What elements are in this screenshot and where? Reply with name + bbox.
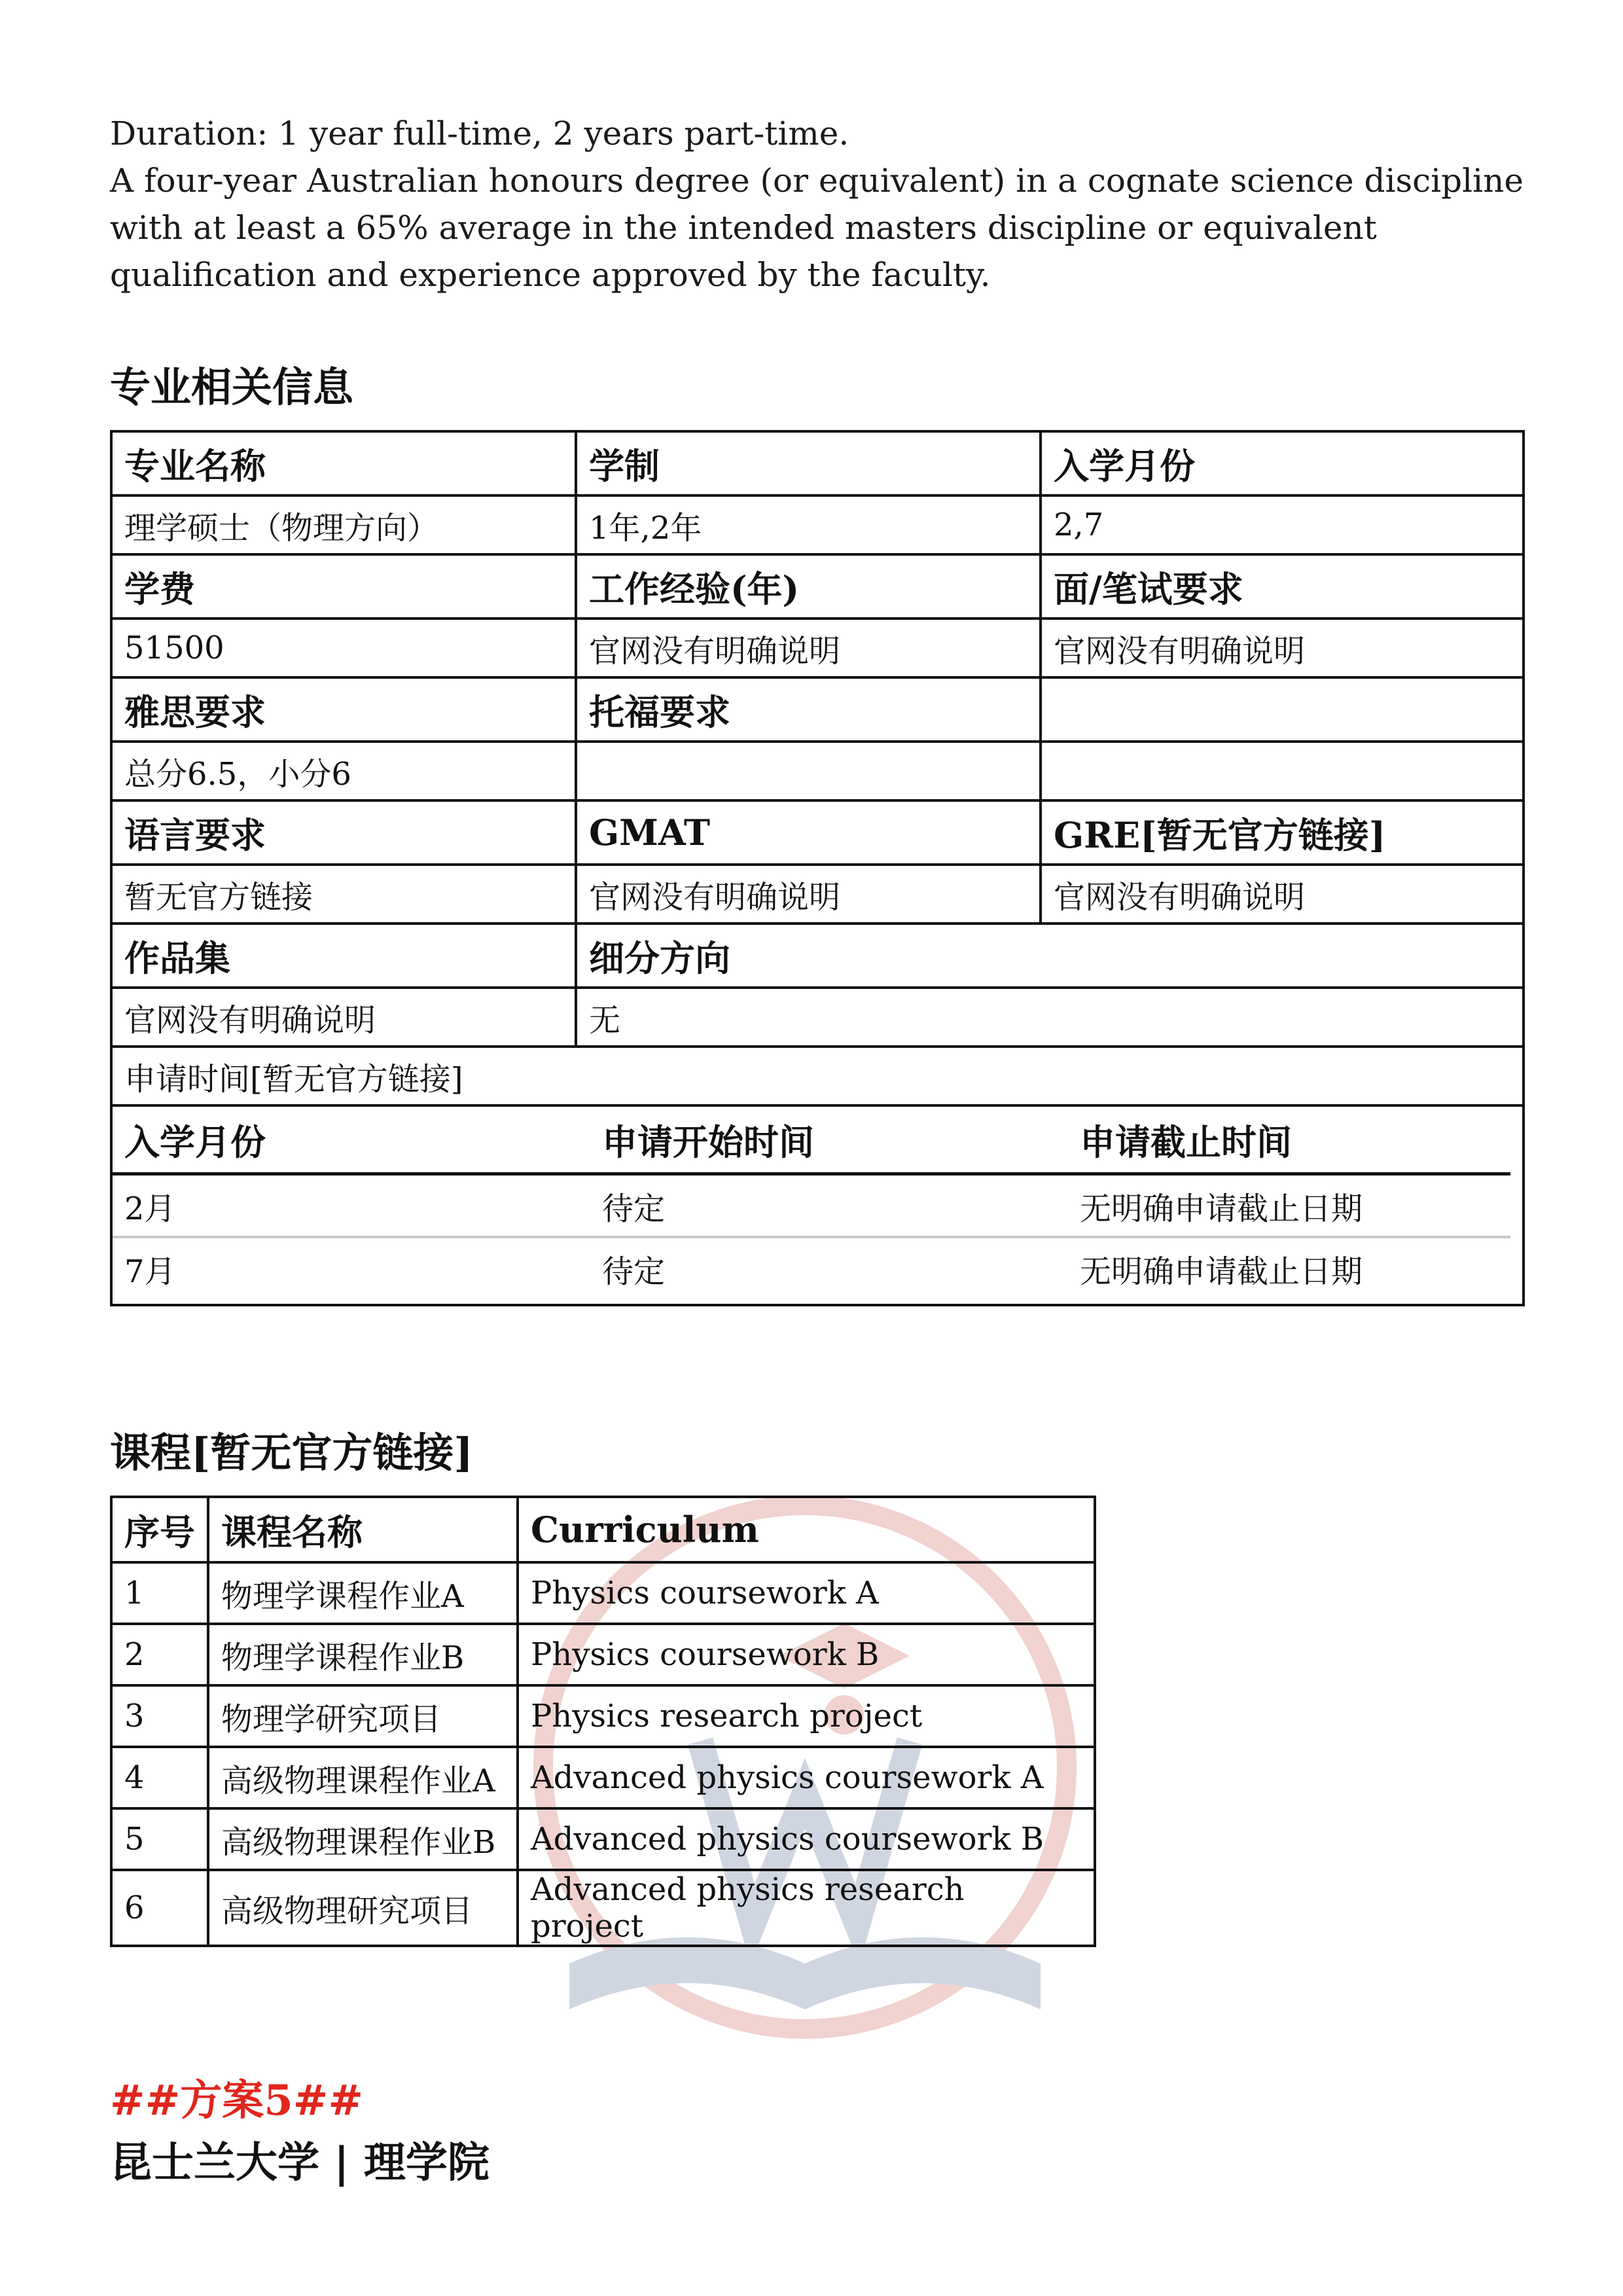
curriculum-cell: Advanced physics coursework B: [518, 1808, 1095, 1870]
table-row: [111, 742, 1524, 800]
table-row: [111, 988, 1524, 1047]
table-row: [111, 924, 1524, 988]
index-cell: 1: [111, 1562, 208, 1624]
course-table: [110, 1496, 1096, 1947]
info-section-title: 专业相关信息: [110, 363, 354, 411]
portfolio-value: 官网没有明确说明: [111, 988, 576, 1047]
curriculum-header: Curriculum: [518, 1497, 1095, 1562]
index-cell: 4: [111, 1747, 208, 1808]
portfolio-label: 作品集: [111, 924, 576, 988]
table-row: [111, 1047, 1524, 1105]
dates-cell: [111, 1105, 1524, 1305]
table-row: [111, 677, 1524, 742]
direction-value: 无: [576, 988, 1524, 1047]
dates-row: [113, 1237, 1510, 1299]
ielts-label: 雅思要求: [111, 677, 576, 742]
tuition-label: 学费: [111, 554, 576, 619]
course-name-cell: 物理学课程作业B: [208, 1624, 518, 1685]
table-row: [111, 1562, 1095, 1624]
table-row: [111, 800, 1524, 865]
empty-cell: [1041, 742, 1524, 800]
curriculum-cell: Advanced physics research project: [518, 1870, 1095, 1946]
empty-cell: [1041, 677, 1524, 742]
toefl-label: 托福要求: [576, 677, 1041, 742]
intro-block: [110, 110, 1537, 298]
intake-month-cell: 7月: [124, 1253, 176, 1290]
dates-row: [113, 1174, 1510, 1238]
index-cell: 6: [111, 1870, 208, 1946]
course-name-cell: 高级物理研究项目: [208, 1870, 518, 1946]
table-row: [111, 495, 1524, 554]
dates-header-row: [113, 1107, 1510, 1174]
length-label: 学制: [576, 431, 1041, 495]
course-name-header: 课程名称: [208, 1497, 518, 1562]
intake-value: 2,7: [1041, 495, 1524, 554]
table-row: [111, 431, 1524, 495]
curriculum-cell: Physics coursework B: [518, 1624, 1095, 1685]
curriculum-cell: Physics research project: [518, 1685, 1095, 1747]
apply-time-label: 申请时间[暂无官方链接]: [111, 1047, 1524, 1105]
start-time-header: 申请开始时间: [590, 1107, 1068, 1174]
index-header: 序号: [111, 1497, 208, 1562]
gre-label: GRE[暂无官方链接]: [1041, 800, 1524, 865]
interview-label: 面/笔试要求: [1041, 554, 1524, 619]
table-row: [111, 619, 1524, 677]
course-name-cell: 物理学研究项目: [208, 1685, 518, 1747]
course-section-title: 课程[暂无官方链接]: [110, 1429, 473, 1477]
table-row: [111, 554, 1524, 619]
intake-label: 入学月份: [1041, 431, 1524, 495]
curriculum-cell: Advanced physics coursework A: [518, 1747, 1095, 1808]
course-name-cell: 物理学课程作业A: [208, 1562, 518, 1624]
curriculum-cell: Physics coursework A: [518, 1562, 1095, 1624]
index-cell: 3: [111, 1685, 208, 1747]
major-label: 专业名称: [111, 431, 576, 495]
work-label: 工作经验(年): [576, 554, 1041, 619]
direction-label: 细分方向: [576, 924, 1524, 988]
intake-month-cell: 2月: [113, 1174, 590, 1238]
interview-value: 官网没有明确说明: [1041, 619, 1524, 677]
deadline-cell: 无明确申请截止日期: [1068, 1174, 1510, 1238]
table-row: [111, 1624, 1095, 1685]
deadline-cell: 无明确申请截止日期: [1080, 1253, 1363, 1290]
plan-heading: ##方案5##: [110, 2076, 364, 2125]
start-time-cell: 待定: [602, 1253, 666, 1290]
language-value: 暂无官方链接: [111, 865, 576, 924]
course-header-row: [111, 1497, 1095, 1562]
course-name-cell: 高级物理课程作业B: [208, 1808, 518, 1870]
table-row: [111, 1105, 1524, 1305]
major-value: 理学硕士（物理方向）: [111, 495, 576, 554]
gre-value: 官网没有明确说明: [1041, 865, 1524, 924]
length-value: 1年,2年: [576, 495, 1041, 554]
intake-month-header: 入学月份: [113, 1107, 590, 1174]
start-time-cell: 待定: [590, 1174, 1068, 1238]
table-row: [111, 1685, 1095, 1747]
deadline-header: 申请截止时间: [1068, 1107, 1510, 1174]
course-name-cell: 高级物理课程作业A: [208, 1747, 518, 1808]
language-label: 语言要求: [111, 800, 576, 865]
gmat-label: GMAT: [576, 800, 1041, 865]
table-row: [111, 865, 1524, 924]
duration-text: Duration: 1 year full-time, 2 years part-time.: [110, 115, 849, 152]
school-heading: 昆士兰大学 | 理学院: [110, 2138, 490, 2187]
ielts-value: 总分6.5，小分6: [111, 742, 576, 800]
table-row: [111, 1870, 1095, 1946]
index-cell: 2: [111, 1624, 208, 1685]
table-row: [111, 1808, 1095, 1870]
tuition-value: 51500: [111, 619, 576, 677]
toefl-value: [576, 742, 1041, 800]
gmat-value: 官网没有明确说明: [576, 865, 1041, 924]
table-row: [111, 1747, 1095, 1808]
application-dates-table: [113, 1107, 1510, 1299]
work-value: 官网没有明确说明: [576, 619, 1041, 677]
index-cell: 5: [111, 1808, 208, 1870]
entry-requirement-text: A four-year Australian honours degree (or equivalent) in a cognate science discipline with at least a 65% average in the intended masters discipline or equivalent qualification and experience approved by the faculty.: [110, 162, 1524, 294]
program-info-table: [110, 430, 1525, 1306]
